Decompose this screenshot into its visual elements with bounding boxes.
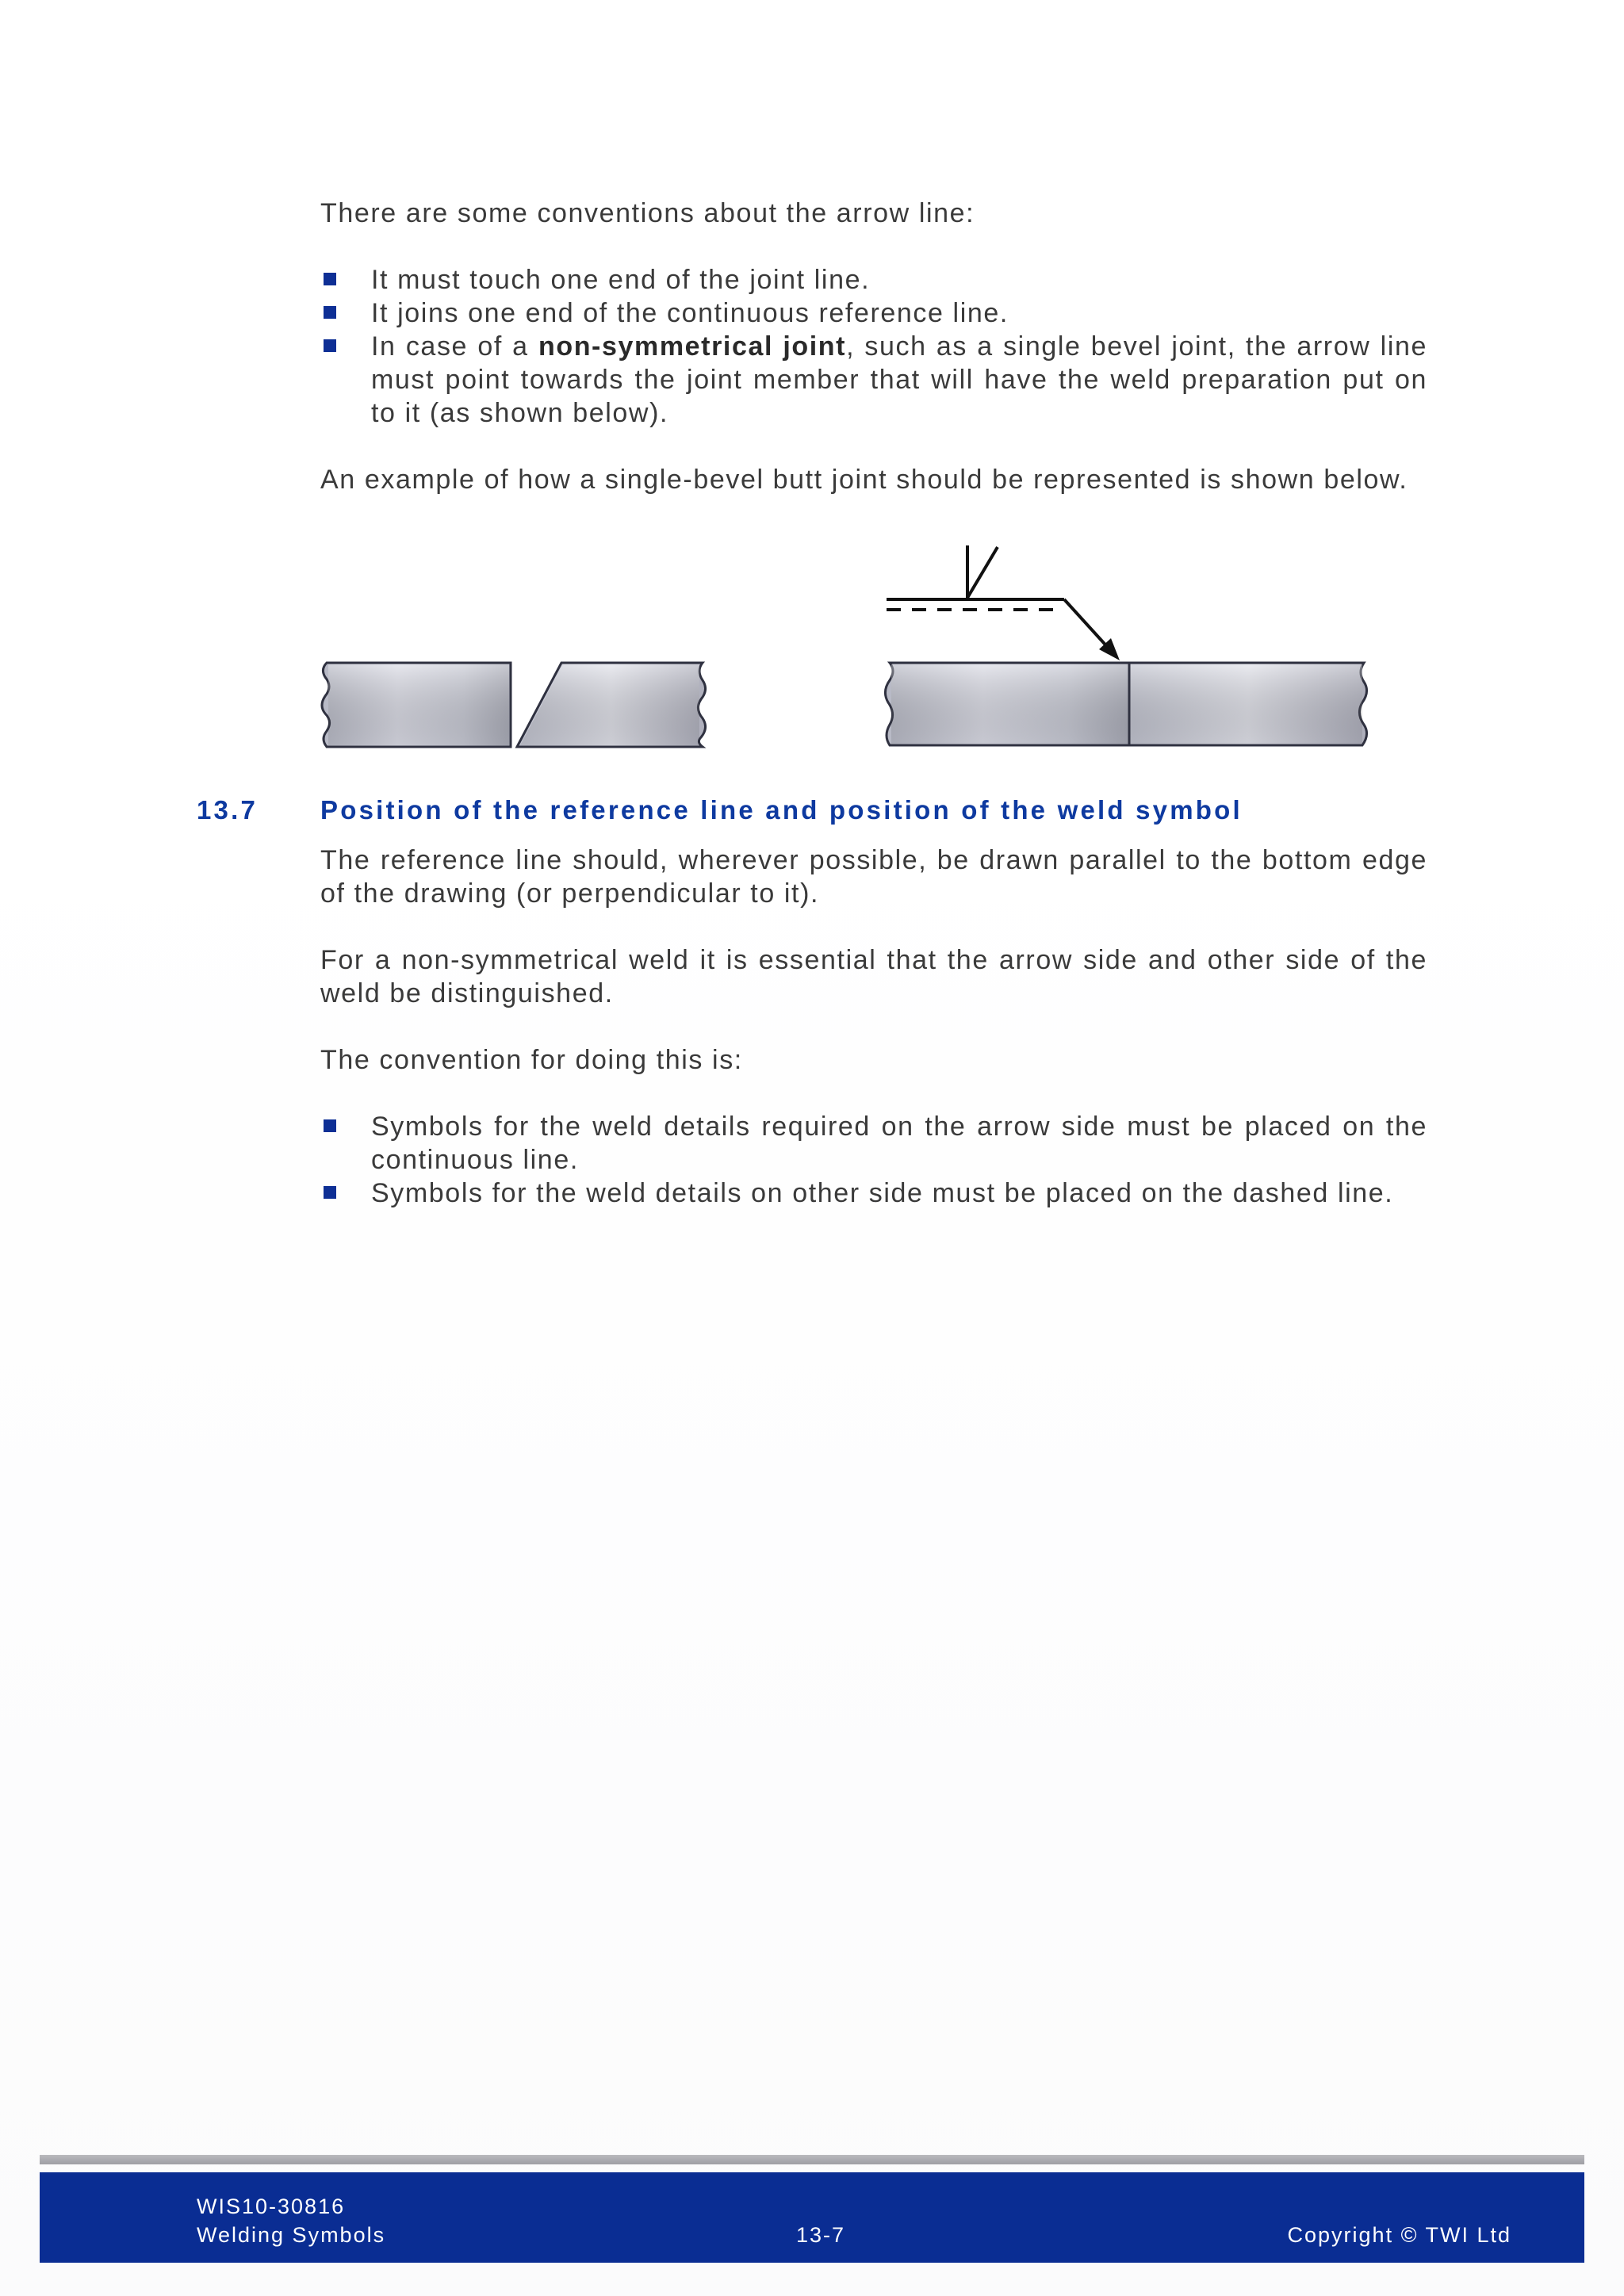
page-number: 13-7	[796, 2223, 846, 2247]
single-bevel-joint-figure	[317, 531, 1380, 761]
bevelled-plate-shade	[520, 664, 699, 745]
document-code: WIS10-30816	[197, 2195, 346, 2218]
square-bullet-icon	[324, 306, 336, 319]
list-item	[320, 297, 1427, 330]
square-bullet-icon	[324, 1119, 336, 1132]
section-number: 13.7	[197, 795, 259, 825]
document-title: Welding Symbols	[197, 2223, 386, 2247]
arrow-line	[1064, 599, 1112, 652]
list-item-text: Symbols for the weld details on other side must be placed on the dashed line.	[371, 1178, 1394, 1208]
footer-divider	[40, 2155, 1584, 2164]
list-item-text: It joins one end of the continuous reference line.	[371, 298, 1009, 328]
square-bullet-icon	[324, 273, 336, 285]
footer	[40, 2172, 1584, 2263]
square-bullet-icon	[324, 1186, 336, 1199]
intro-paragraph: There are some conventions about the arrow line:	[320, 198, 975, 228]
list-item-text: It must touch one end of the joint line.	[371, 265, 871, 295]
list-item	[320, 330, 1427, 430]
rules-list	[320, 1110, 1427, 1210]
section-title: Position of the reference line and position of the weld symbol	[320, 795, 1243, 825]
list-item	[320, 263, 1427, 297]
list-item-text: Symbols for the weld details required on the arrow side must be placed on the continuous line.	[371, 1112, 1427, 1175]
conventions-list	[320, 263, 1427, 430]
left-plate-shade	[328, 664, 509, 745]
section-heading	[197, 795, 1243, 825]
square-bullet-icon	[324, 339, 336, 352]
bevel-symbol-slant	[967, 547, 998, 598]
copyright-notice: Copyright © TWI Ltd	[1287, 2223, 1511, 2247]
paragraph: For a non-symmetrical weld it is essential that the arrow side and other side of the weld be distinguished.	[320, 945, 1427, 1008]
section-body	[320, 844, 1427, 1210]
emphasis-term: non-symmetrical joint	[538, 331, 847, 362]
list-item	[320, 1110, 1427, 1177]
paragraph: The convention for doing this is:	[320, 1045, 743, 1075]
list-item-text-post: , such as a single bevel joint, the arrow line must point towards the joint member that will have the weld preparation put on to it (as shown below).	[371, 331, 1427, 428]
list-item	[320, 1177, 1427, 1210]
list-item-text-pre: In case of a	[371, 331, 538, 362]
example-paragraph: An example of how a single-bevel butt joint should be represented is shown below.	[320, 465, 1408, 495]
joined-plate-shade	[891, 664, 1362, 744]
arrow-line-conventions	[320, 197, 1427, 496]
paragraph: The reference line should, wherever possible, be drawn parallel to the bottom edge of the drawing (or perpendicular to it).	[320, 845, 1427, 909]
